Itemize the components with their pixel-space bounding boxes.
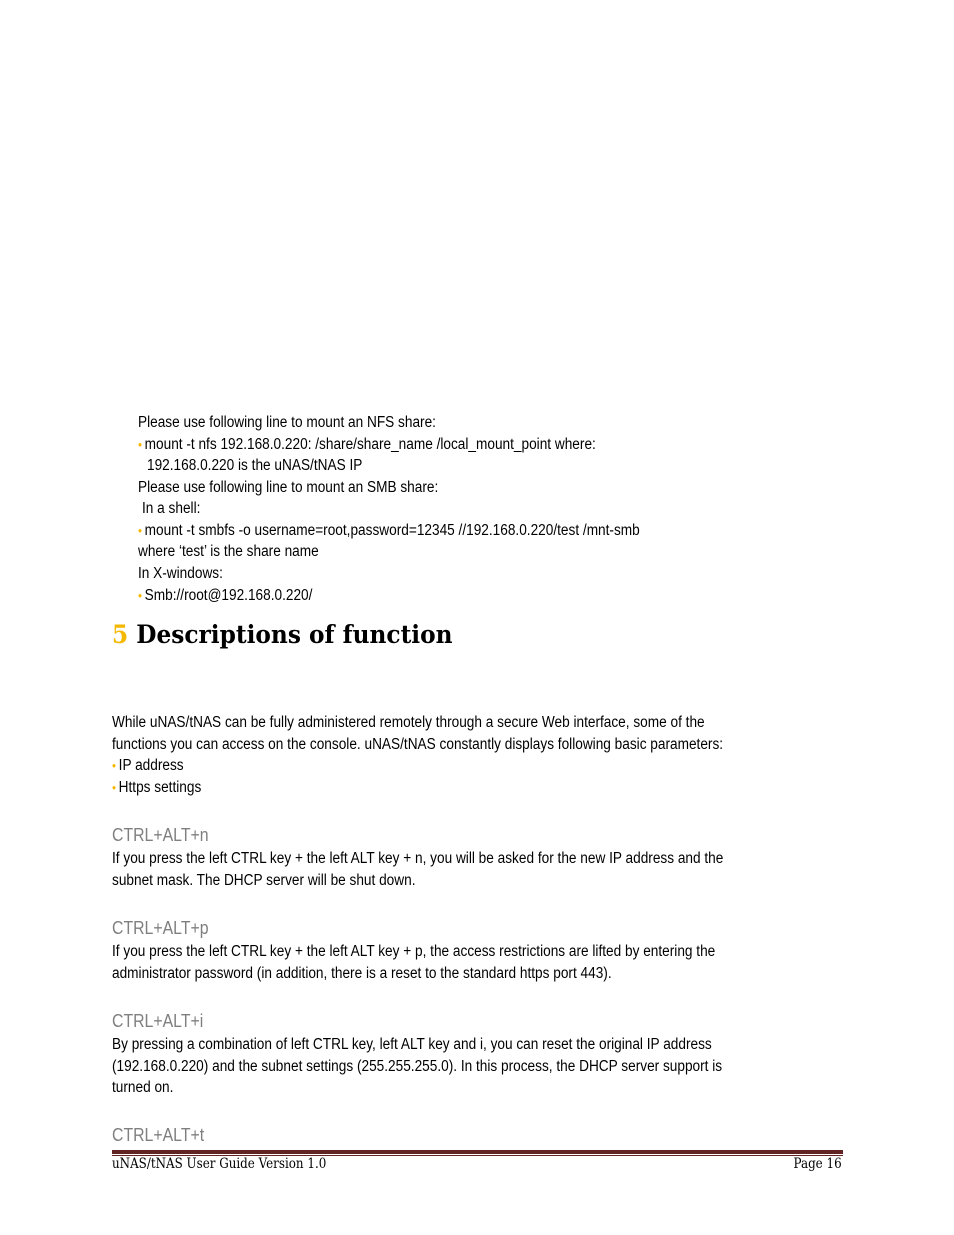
shortcut-heading-i: CTRL+ALT+i — [112, 1011, 204, 1031]
nfs-intro: Please use following line to mount an NFS share: — [138, 414, 436, 431]
xwindows-label: In X-windows: — [138, 565, 223, 582]
shortcut-p-line-1: If you press the left CTRL key + the left ALT key + p, the access restrictions are lifted by entering the — [112, 943, 716, 960]
shortcut-heading-p: CTRL+ALT+p — [112, 918, 209, 938]
section-heading — [112, 620, 453, 649]
parameter-item — [112, 777, 201, 799]
shell-label: In a shell: — [142, 500, 201, 517]
shortcut-i-line-1: By pressing a combination of left CTRL key, left ALT key and i, you can reset the original IP address — [112, 1036, 712, 1053]
smb-note: where ‘test’ is the share name — [138, 543, 319, 560]
shortcut-p-line-2: administrator password (in addition, there is a reset to the standard https port 443). — [112, 965, 612, 982]
parameter-item — [112, 755, 184, 777]
smb-command-item — [138, 520, 640, 542]
parameter-label: Https settings — [118, 779, 202, 796]
parameter-label: IP address — [118, 757, 184, 774]
section-number: 5 — [112, 620, 129, 649]
section-title: Descriptions of function — [136, 620, 453, 649]
nfs-note: 192.168.0.220 is the uNAS/tNAS IP — [147, 457, 363, 474]
shortcut-n-line-1: If you press the left CTRL key + the left ALT key + n, you will be asked for the new IP address and the — [112, 850, 724, 867]
intro-line-1: While uNAS/tNAS can be fully administered remotely through a secure Web interface, some of the — [112, 714, 705, 731]
shortcut-heading-t: CTRL+ALT+t — [112, 1125, 205, 1145]
smb-command: mount -t smbfs -o username=root,password=12345 //192.168.0.220/test /mnt-smb — [144, 522, 640, 539]
footer-title: uNAS/tNAS User Guide Version 1.0 — [112, 1156, 327, 1172]
nfs-command: mount -t nfs 192.168.0.220: /share/share_name /local_mount_point where: — [144, 436, 596, 453]
smb-intro: Please use following line to mount an SMB share: — [138, 479, 439, 496]
xwindows-command-item — [138, 585, 312, 607]
bullet-icon: • — [112, 780, 117, 795]
xwindows-command: Smb://root@192.168.0.220/ — [144, 587, 313, 604]
footer-rule — [112, 1150, 843, 1154]
page-number: Page 16 — [793, 1156, 842, 1172]
shortcut-heading-n: CTRL+ALT+n — [112, 825, 209, 845]
shortcut-i-line-2: (192.168.0.220) and the subnet settings (255.255.255.0). In this process, the DHCP server support is — [112, 1058, 723, 1075]
shortcut-n-line-2: subnet mask. The DHCP server will be shut down. — [112, 872, 416, 889]
shortcut-i-line-3: turned on. — [112, 1079, 174, 1096]
bullet-icon: • — [138, 437, 143, 452]
nfs-command-item — [138, 434, 596, 456]
bullet-icon: • — [138, 588, 143, 603]
bullet-icon: • — [138, 523, 143, 538]
bullet-icon: • — [112, 758, 117, 773]
intro-line-2: functions you can access on the console. uNAS/tNAS constantly displays following basic parameters: — [112, 736, 724, 753]
